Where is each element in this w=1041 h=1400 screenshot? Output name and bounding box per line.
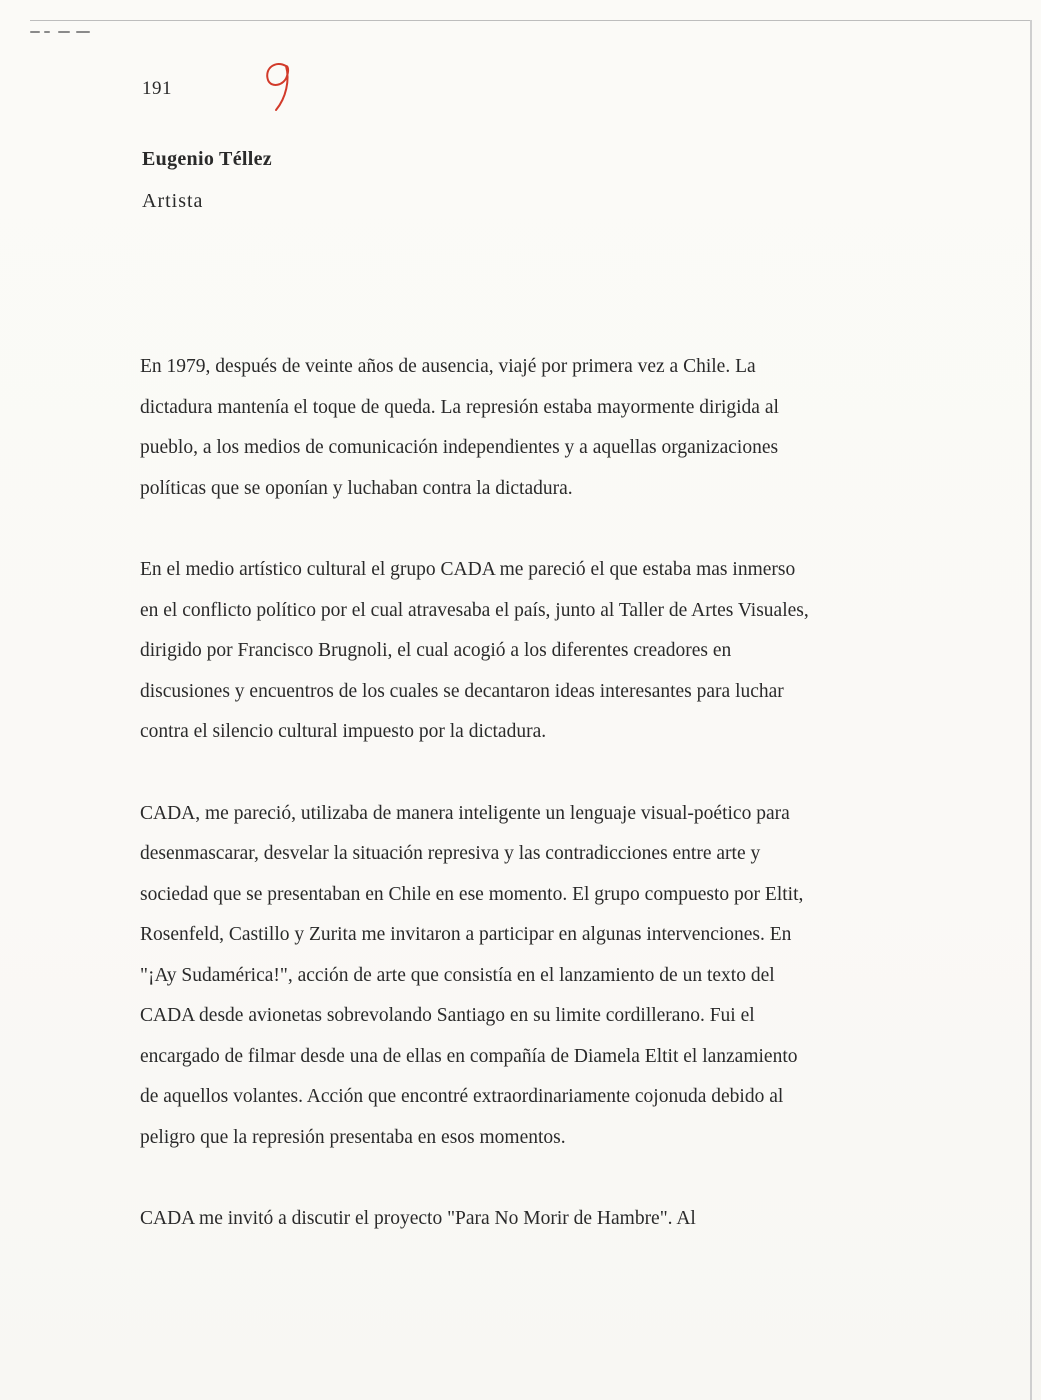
- body-text: [140, 347, 880, 1281]
- text-line: desenmascarar, desvelar la situación represiva y las contradicciones entre arte y: [140, 843, 761, 864]
- text-line: en el conflicto político por el cual atravesaba el país, junto al Taller de Artes Visuales,: [140, 599, 809, 621]
- author-role: Artista: [142, 190, 204, 212]
- paragraph: [140, 550, 880, 753]
- text-line: En el medio artístico cultural el grupo CADA me pareció el que estaba mas inmerso: [140, 559, 796, 580]
- paragraph: [140, 1199, 880, 1240]
- text-line: "¡Ay Sudamérica!", acción de arte que consistía en el lanzamiento de un texto del: [140, 964, 775, 986]
- text-line: En 1979, después de veinte años de ausencia, viajé por primera vez a Chile. La: [140, 356, 756, 377]
- page-number: 191: [142, 78, 172, 99]
- handwritten-page-mark: [256, 58, 302, 114]
- right-edge-line: [1030, 20, 1032, 1400]
- text-line: pueblo, a los medios de comunicación independientes y a aquellas organizaciones: [140, 437, 779, 458]
- text-line: dictadura mantenía el toque de queda. La represión estaba mayormente dirigida al: [140, 396, 779, 418]
- paragraph: [140, 347, 880, 509]
- text-line: encargado de filmar desde una de ellas en compañía de Diamela Eltit el lanzamiento: [140, 1045, 798, 1067]
- corner-smudge: [30, 28, 92, 36]
- text-line: peligro que la represión presentaba en esos momentos.: [140, 1126, 566, 1148]
- author-name: Eugenio Téllez: [142, 148, 272, 170]
- top-edge-line: [30, 20, 1030, 21]
- text-line: de aquellos volantes. Acción que encontré extraordinariamente cojonuda debido al: [140, 1086, 784, 1107]
- text-line: Rosenfeld, Castillo y Zurita me invitaron a participar en algunas intervenciones. En: [140, 924, 792, 945]
- text-line: políticas que se oponían y luchaban contra la dictadura.: [140, 477, 573, 499]
- text-line: dirigido por Francisco Brugnoli, el cual acogió a los diferentes creadores en: [140, 640, 732, 661]
- text-line: CADA me invitó a discutir el proyecto "Para No Morir de Hambre". Al: [140, 1208, 696, 1229]
- text-line: discusiones y encuentros de los cuales se decantaron ideas interesantes para luchar: [140, 680, 784, 702]
- text-line: CADA desde avionetas sobrevolando Santiago en su limite cordillerano. Fui el: [140, 1005, 755, 1026]
- text-line: CADA, me pareció, utilizaba de manera inteligente un lenguaje visual-poético para: [140, 802, 790, 824]
- text-line: contra el silencio cultural impuesto por la dictadura.: [140, 721, 547, 742]
- text-line: sociedad que se presentaban en Chile en ese momento. El grupo compuesto por Eltit,: [140, 883, 804, 905]
- paragraph: [140, 794, 880, 1159]
